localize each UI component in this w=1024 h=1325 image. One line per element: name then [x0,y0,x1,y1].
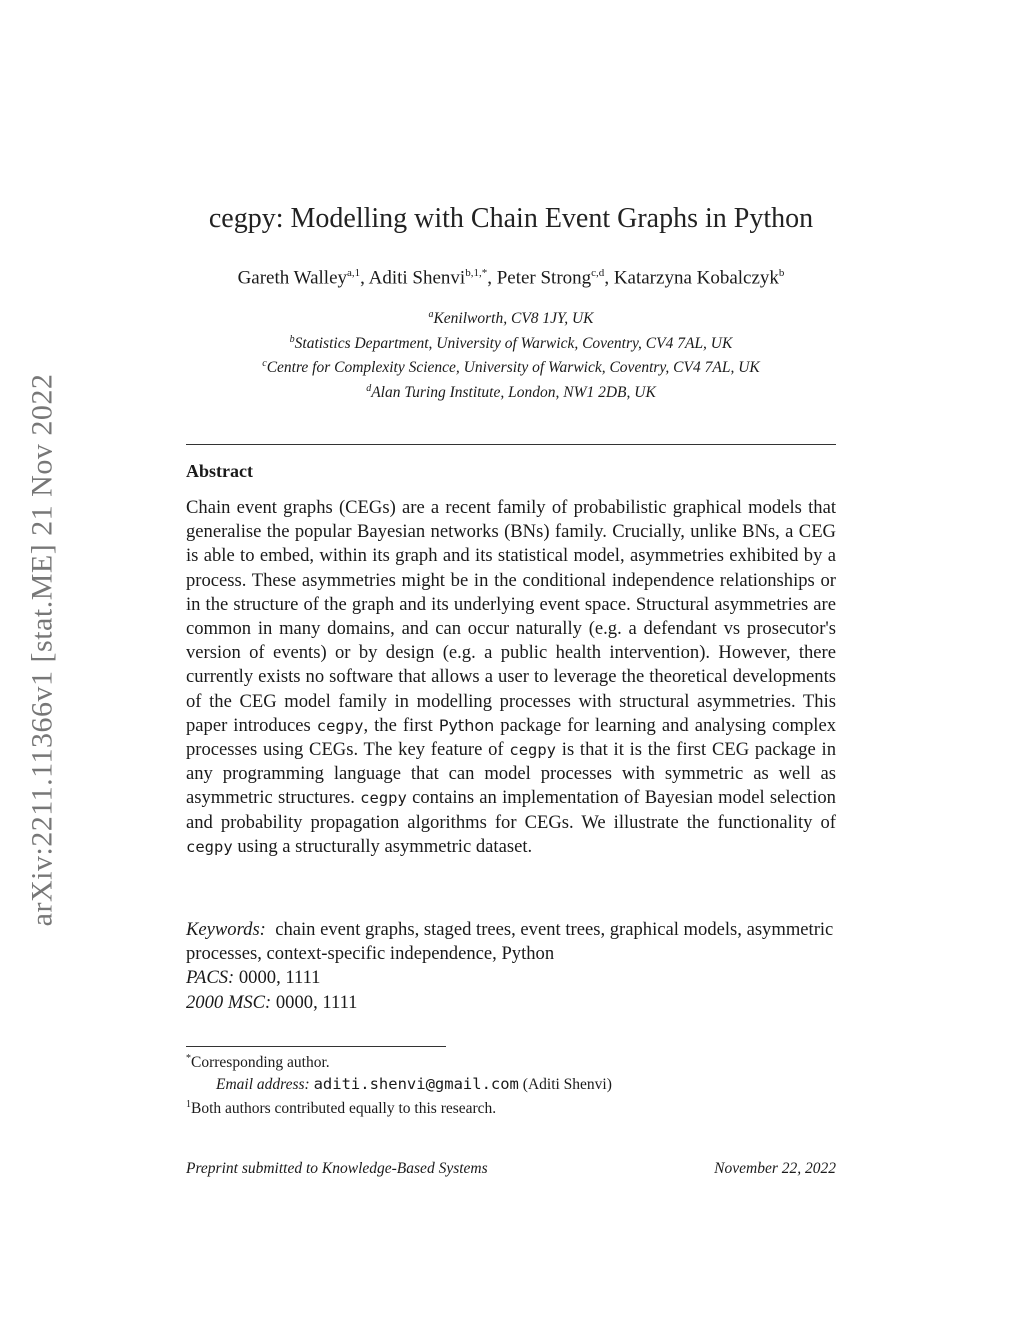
footnotes [186,1049,836,1120]
affiliation-mark: d [366,382,372,394]
keywords-block [186,918,836,1015]
author-name: Katarzyna Kobalczyk [613,267,779,289]
author-name: Aditi Shenvi [368,267,466,289]
abstract-text: using a structurally asymmetric dataset. [232,835,533,857]
author-affiliation-marks: c,d [591,267,605,279]
msc-codes: 0000, 1111 [275,991,358,1013]
arxiv-identifier: arXiv:2211.11366v1 [stat.ME] 21 Nov 2022 [25,373,59,927]
author-name: Gareth Walley [237,267,348,289]
keywords-line [186,918,836,966]
footnote-text: Corresponding author. [191,1054,330,1072]
footer-journal: Preprint submitted to Knowledge-Based Systems [186,1160,488,1177]
msc-line [186,991,836,1015]
footnote-email [186,1074,836,1096]
footnote-divider [186,1046,446,1047]
abstract-text: contains an implementation of Bayesian model selection and probability propagation algorithms for CEGs. We illustrate the functionality of [186,787,836,833]
email-owner: (Aditi Shenvi) [522,1075,612,1093]
affiliation-list [186,305,836,404]
paper-title: cegpy: Modelling with Chain Event Graphs in Python [208,203,814,234]
affiliation [186,305,836,330]
footnote-corresponding [186,1049,836,1074]
arxiv-sidebar-stamp [18,340,66,960]
affiliation [186,330,836,355]
author-affiliation-marks: b,1,* [465,267,488,279]
page-footer [186,1160,836,1178]
pacs-line [186,966,836,990]
email-label: Email address: [216,1075,310,1093]
affiliation-text: Alan Turing Institute, London, NW1 2DB, UK [371,384,656,402]
abstract-text: is that it is the first CEG package in any programming language that can model processes with symmetric as well as asymmetric structures. [186,739,836,809]
affiliation-text: Kenilworth, CV8 1JY, UK [433,310,594,328]
footnote-equal-contribution [186,1095,836,1120]
package-name: cegpy [509,741,557,760]
affiliation [186,354,836,379]
keywords-label: Keywords: [186,919,266,940]
abstract-body [186,496,836,859]
author-list: Gareth Walley$^{a,1}$, Aditi Shenvi$^{b,1,*}$, Peter Strong$^{c,d}$, Katarzyna Kobalczyk$^b$ [237,267,785,289]
package-name: cegpy [360,789,407,808]
abstract-text: , the first [363,714,439,736]
keywords-text: chain event graphs, staged trees, event trees, graphical models, asymmetric processes, context-specific independence, Python [186,919,834,965]
affiliation-text: Statistics Department, University of Warwick, Coventry, CV4 7AL, UK [294,334,733,352]
affiliation [186,379,836,404]
footnote-mark: 1 [186,1099,191,1111]
package-name: cegpy [316,716,364,735]
pacs-label: PACS: [186,967,235,989]
footnote-mark: * [186,1053,191,1064]
footnote-text: Both authors contributed equally to this research. [191,1100,497,1118]
abstract-text: Chain event graphs (CEGs) are a recent family of probabilistic graphical models that generalise the popular Bayesian networks (BNs) family. Crucially, unlike BNs, a CEG is able to embed, within its graph and its statistical model, asymmetries exhibited by a process. These asymmetries might be in the conditional independence relationships or in the structure of the graph and its underlying event space. Structural asymmetries are common in many domains, and can occur naturally (e.g. a defendant vs prosecutor's version of events) or by design (e.g. a public health intervention). However, there currently exists no software that allows a user to leverage the theoretical developments of the CEG model family in modelling processes with structural asymmetries. This paper introduces [186,497,836,736]
affiliation-text: Centre for Complexity Science, University of Warwick, Coventry, CV4 7AL, UK [266,359,760,377]
affiliation-mark: b [289,333,295,345]
footer-date: November 22, 2022 [714,1160,836,1177]
email-address: aditi.shenvi@gmail.com [313,1074,519,1093]
python-name: Python [438,715,495,735]
header-divider [186,444,836,445]
affiliation-mark: a [428,309,434,320]
msc-label: 2000 MSC: [186,991,272,1013]
author-affiliation-marks: a,1 [347,267,361,279]
author-name: Peter Strong [496,267,592,289]
abstract-text: package for learning and analysing complex processes using CEGs. The key feature of [186,714,836,761]
abstract-heading: Abstract [186,461,253,481]
affiliation-mark: c [262,358,267,370]
pacs-codes: 0000, 1111 [238,967,321,989]
author-affiliation-marks: b [778,267,785,279]
package-name: cegpy [186,837,233,856]
